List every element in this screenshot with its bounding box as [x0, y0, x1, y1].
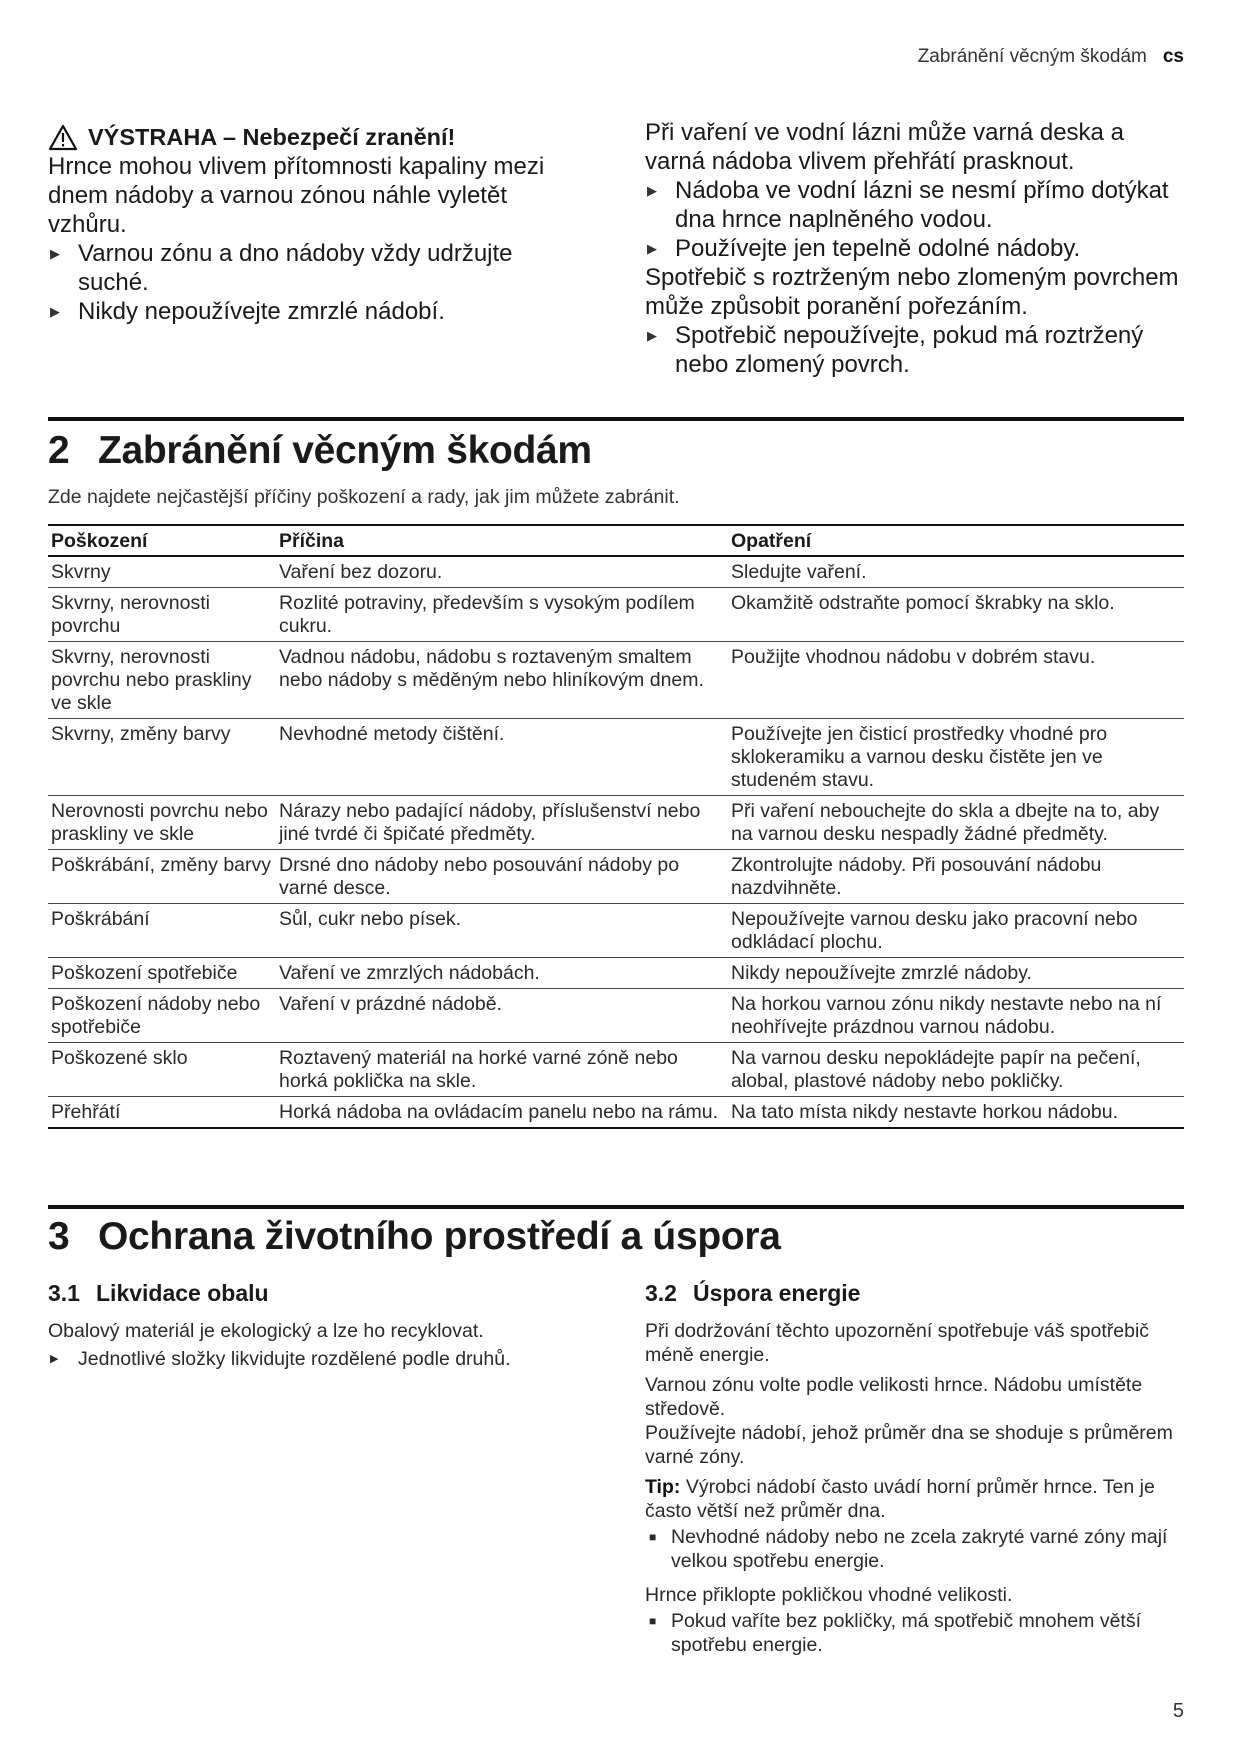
- table-row: [48, 1043, 1184, 1097]
- warning-bullet: [645, 176, 1190, 234]
- measure-cell: Používejte jen čisticí prostředky vhodné pro sklokeramiku a varnou desku čistěte jen ve studeném stavu.: [728, 719, 1184, 796]
- damage-cell: Skvrny, změny barvy: [48, 719, 276, 796]
- table-row: [48, 556, 1184, 588]
- warning-right-text: Při vaření ve vodní lázni může varná deska a varná nádoba vlivem přehřátí prasknout.: [645, 119, 1124, 175]
- damage-cell: Poškrábání, změny barvy: [48, 850, 276, 904]
- table-row: [48, 989, 1184, 1043]
- cause-cell: Rozlité potraviny, především s vysokým podílem cukru.: [276, 588, 728, 642]
- language-code: cs: [1162, 46, 1184, 67]
- cause-cell: Nárazy nebo padající nádoby, příslušenství nebo jiné tvrdé či špičaté předměty.: [276, 796, 728, 850]
- tip-paragraph: [645, 1475, 1185, 1523]
- cause-cell: Vaření bez dozoru.: [276, 556, 728, 588]
- paragraph: Používejte nádobí, jehož průměr dna se shoduje s průměrem varné zóny.: [645, 1422, 1173, 1468]
- bullet-arrow-icon: ▶: [647, 241, 657, 256]
- measure-cell: Okamžitě odstraňte pomocí škrabky na sklo.: [728, 588, 1184, 642]
- damage-cell: Poškození nádoby nebo spotřebiče: [48, 989, 276, 1043]
- bullet-text: Jednotlivé složky likvidujte rozdělené podle druhů.: [78, 1348, 511, 1370]
- warning-left-column: [48, 124, 578, 326]
- damage-cell: Poškozené sklo: [48, 1043, 276, 1097]
- measure-cell: Na horkou varnou zónu nikdy nestavte nebo na ní neohřívejte prázdnou varnou nádobu.: [728, 989, 1184, 1043]
- table-row: [48, 588, 1184, 642]
- damage-cell: Přehřátí: [48, 1097, 276, 1129]
- column-header: Opatření: [728, 525, 1184, 556]
- bullet-arrow-icon: ▶: [50, 1353, 59, 1365]
- measure-cell: Nikdy nepoužívejte zmrzlé nádoby.: [728, 958, 1184, 989]
- bullet-arrow-icon: ▶: [50, 246, 60, 261]
- warning-triangle-icon: [48, 124, 78, 151]
- table-row: [48, 958, 1184, 989]
- table-row: [48, 642, 1184, 719]
- warning-bullet: [48, 239, 578, 297]
- cause-cell: Nevhodné metody čištění.: [276, 719, 728, 796]
- damage-cell: Skvrny, nerovnosti povrchu: [48, 588, 276, 642]
- chapter-title: [48, 429, 1184, 473]
- damage-cell: Skvrny, nerovnosti povrchu nebo praskliny ve skle: [48, 642, 276, 719]
- damage-table: [48, 524, 1184, 1129]
- page-number: 5: [1172, 1700, 1184, 1722]
- warning-bullet-text: Nikdy nepoužívejte zmrzlé nádobí.: [78, 298, 445, 325]
- warning-bullet: [645, 234, 1190, 263]
- subsection-title-text: Likvidace obalu: [96, 1280, 269, 1306]
- warning-text: Hrnce mohou vlivem přítomnosti kapaliny mezi dnem nádoby a varnou zónou náhle vyletět vzhůru.: [48, 153, 545, 238]
- cause-cell: Sůl, cukr nebo písek.: [276, 904, 728, 958]
- section-intro: Zde najdete nejčastější příčiny poškození a rady, jak jim můžete zabránit.: [48, 486, 680, 508]
- warning-bullet-text: Používejte jen tepelně odolné nádoby.: [675, 235, 1081, 262]
- running-header-title: Zabránění věcným škodám: [917, 46, 1147, 67]
- subsection-number: 3.1: [48, 1280, 80, 1306]
- chapter-title: [48, 1215, 1184, 1259]
- column-header: Poškození: [48, 525, 276, 556]
- table-row: [48, 719, 1184, 796]
- warning-title-text: VÝSTRAHA – Nebezpečí zranění!: [88, 124, 456, 150]
- instruction-bullet: [48, 1347, 588, 1371]
- column-header: Příčina: [276, 525, 728, 556]
- paragraph: Při dodržování těchto upozornění spotřebuje váš spotřebič méně energie.: [645, 1320, 1150, 1366]
- cause-cell: Horká nádoba na ovládacím panelu nebo na rámu.: [276, 1097, 728, 1129]
- chapter-number: 2: [48, 429, 70, 472]
- bullet-arrow-icon: ▶: [647, 328, 657, 343]
- tip-text: Výrobci nádobí často uvádí horní průměr hrnce. Ten je často větší než průměr dna.: [645, 1476, 1155, 1522]
- table-header-row: [48, 525, 1184, 556]
- warning-bullet-text: Varnou zónu a dno nádoby vždy udržujte suché.: [78, 240, 513, 296]
- cause-cell: Roztavený materiál na horké varné zóně nebo horká poklička na skle.: [276, 1043, 728, 1097]
- warning-title: [48, 124, 578, 151]
- damage-cell: Poškození spotřebiče: [48, 958, 276, 989]
- tip-label: Tip:: [645, 1476, 681, 1498]
- cause-cell: Vaření ve zmrzlých nádobách.: [276, 958, 728, 989]
- subsection-number: 3.2: [645, 1280, 677, 1306]
- chapter-2-heading: [48, 417, 1184, 473]
- chapter-3-heading: [48, 1205, 1184, 1259]
- cause-cell: Vadnou nádobu, nádobu s roztaveným smaltem nebo nádoby s měděným nebo hliníkovým dnem.: [276, 642, 728, 719]
- bullet-square-icon: ■: [649, 1614, 657, 1628]
- bullet-square-icon: ■: [649, 1530, 657, 1544]
- chapter-title-text: Ochrana životního prostředí a úspora: [98, 1215, 781, 1258]
- paragraph: Obalový materiál je ekologický a lze ho recyklovat.: [48, 1320, 484, 1342]
- measure-cell: Při vaření nebouchejte do skla a dbejte na to, aby na varnou desku nespadly žádné předměty.: [728, 796, 1184, 850]
- list-item: [645, 1609, 1185, 1657]
- measure-cell: Na varnou desku nepokládejte papír na pečení, alobal, plastové nádoby nebo pokličky.: [728, 1043, 1184, 1097]
- bullet-text: Nevhodné nádoby nebo ne zcela zakryté varné zóny mají velkou spotřebu energie.: [671, 1526, 1168, 1572]
- damage-cell: Nerovnosti povrchu nebo praskliny ve skle: [48, 796, 276, 850]
- chapter-number: 3: [48, 1215, 70, 1258]
- bullet-arrow-icon: ▶: [647, 183, 657, 198]
- warning-bullet-text: Nádoba ve vodní lázni se nesmí přímo dotýkat dna hrnce naplněného vodou.: [675, 177, 1169, 233]
- running-header: [918, 46, 1184, 68]
- paragraph: Hrnce přiklopte pokličkou vhodné velikosti.: [645, 1584, 1013, 1606]
- bullet-arrow-icon: ▶: [50, 304, 60, 319]
- subsection-3-1: [48, 1280, 588, 1377]
- measure-cell: Použijte vhodnou nádobu v dobrém stavu.: [728, 642, 1184, 719]
- subsection-title: [48, 1280, 588, 1307]
- warning-bullet: [48, 297, 578, 326]
- warning-bullet-text: Spotřebič nepoužívejte, pokud má roztržený nebo zlomený povrch.: [675, 322, 1144, 378]
- measure-cell: Zkontrolujte nádoby. Při posouvání nádobu nazdvihněte.: [728, 850, 1184, 904]
- cause-cell: Vaření v prázdné nádobě.: [276, 989, 728, 1043]
- subsection-3-2: [645, 1280, 1185, 1663]
- damage-cell: Skvrny: [48, 556, 276, 588]
- table-row: [48, 1097, 1184, 1129]
- measure-cell: Na tato místa nikdy nestavte horkou nádobu.: [728, 1097, 1184, 1129]
- paragraph: Varnou zónu volte podle velikosti hrnce. Nádobu umístěte středově.: [645, 1374, 1143, 1420]
- warning-right-column: [645, 118, 1190, 379]
- subsection-title: [645, 1280, 1185, 1307]
- damage-cell: Poškrábání: [48, 904, 276, 958]
- bullet-text: Pokud vaříte bez pokličky, má spotřebič mnohem větší spotřebu energie.: [671, 1610, 1142, 1656]
- chapter-title-text: Zabránění věcným škodám: [98, 429, 592, 472]
- table-row: [48, 796, 1184, 850]
- measure-cell: Sledujte vaření.: [728, 556, 1184, 588]
- cause-cell: Drsné dno nádoby nebo posouvání nádoby po varné desce.: [276, 850, 728, 904]
- table-row: [48, 904, 1184, 958]
- list-item: [645, 1525, 1185, 1573]
- subsection-title-text: Úspora energie: [693, 1280, 861, 1306]
- warning-bullet: [645, 321, 1190, 379]
- warning-right-text: Spotřebič s roztrženým nebo zlomeným povrchem může způsobit poranění pořezáním.: [645, 264, 1179, 320]
- table-row: [48, 850, 1184, 904]
- measure-cell: Nepoužívejte varnou desku jako pracovní nebo odkládací plochu.: [728, 904, 1184, 958]
